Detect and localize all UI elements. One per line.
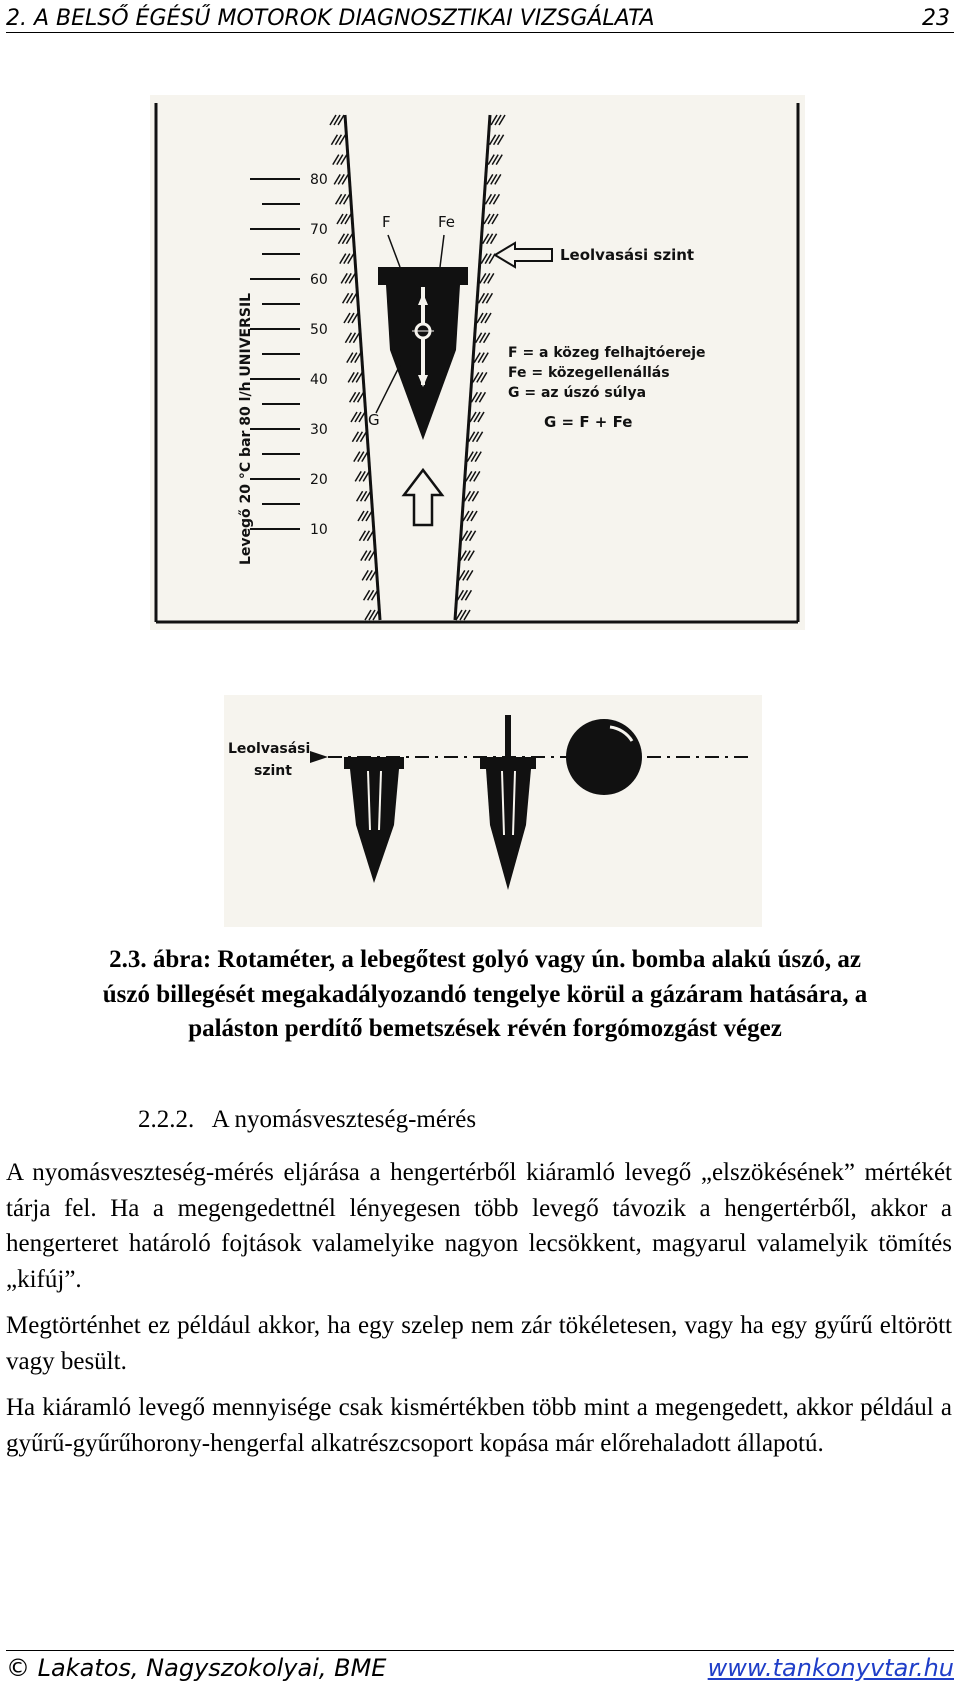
section-title: A nyomásveszteség-mérés (211, 1106, 477, 1133)
tick-label: 40 (310, 372, 328, 388)
copyright: © Lakatos, Nagyszokolyai, BME (6, 1654, 387, 1682)
tick-label: 60 (310, 272, 328, 288)
paragraph: Ha kiáramló levegő mennyisége csak kismértékben több mint a megengedett, akkor például a gyűrű-gyűrűhorony-hengerfal alkatrészcsoport kopása már előrehaladott állapotú. (6, 1394, 952, 1457)
paragraph: A nyomásveszteség-mérés eljárása a hengertérből kiáramló levegő „elszökésének” mértékét tárja fel. Ha a megengedettnél lényegesen több levegő távozik a hengertérből, akkor a hengerteret határoló fojtások valamelyike nagyon lecsökkent, magyarul valamelyik tömítés „kifúj”. (6, 1159, 952, 1293)
label-Fe: Fe (438, 213, 456, 231)
label-F: F (382, 213, 391, 231)
tick-label: 50 (310, 322, 328, 338)
tick-label: 10 (310, 522, 328, 538)
paragraph: Megtörténhet ez például akkor, ha egy szelep nem zár tökéletesen, vagy ha egy gyűrű eltörött vagy besült. (6, 1312, 952, 1375)
tick-label: 30 (310, 422, 328, 438)
tick-label: 80 (310, 172, 328, 188)
reading-level-label-line1: Leolvasási (228, 741, 311, 757)
tick-label: 20 (310, 472, 328, 488)
section-number: 2.2.2. (138, 1106, 195, 1133)
scale-label: Levegő 20 °C bar 80 l/h UNIVERSIL (238, 292, 254, 565)
figure-caption: 2.3. ábra: Rotaméter, a lebegőtest golyó vagy ún. bomba alakú úszó, az úszó billegését megakadályozandó tengelye körül a gázáram hatására, a paláston perdítő bemetszések révén forgómozgást végez (102, 946, 868, 1042)
legend-item: Fe = közegellenállás (508, 365, 670, 381)
reading-level-label: Leolvasási szint (560, 246, 695, 264)
equation: G = F + Fe (544, 413, 633, 431)
label-G: G (368, 411, 380, 429)
body-text (6, 1155, 952, 1472)
section-heading (138, 1103, 476, 1137)
float-types-figure (224, 695, 762, 927)
running-title: 2. A BELSŐ ÉGÉSŰ MOTOROK DIAGNOSZTIKAI VIZSGÁLATA (6, 6, 655, 31)
reading-level-label-line2: szint (254, 763, 292, 779)
legend-item: G = az úszó súlya (508, 385, 647, 401)
page-number: 23 (922, 6, 950, 31)
tick-label: 70 (310, 222, 328, 238)
page-footer (6, 1650, 954, 1683)
website-link[interactable]: www.tankonyvtar.hu (707, 1654, 954, 1682)
legend-item: F = a közeg felhajtóereje (508, 345, 706, 361)
page-header (6, 2, 954, 33)
rotameter-figure (150, 95, 805, 630)
